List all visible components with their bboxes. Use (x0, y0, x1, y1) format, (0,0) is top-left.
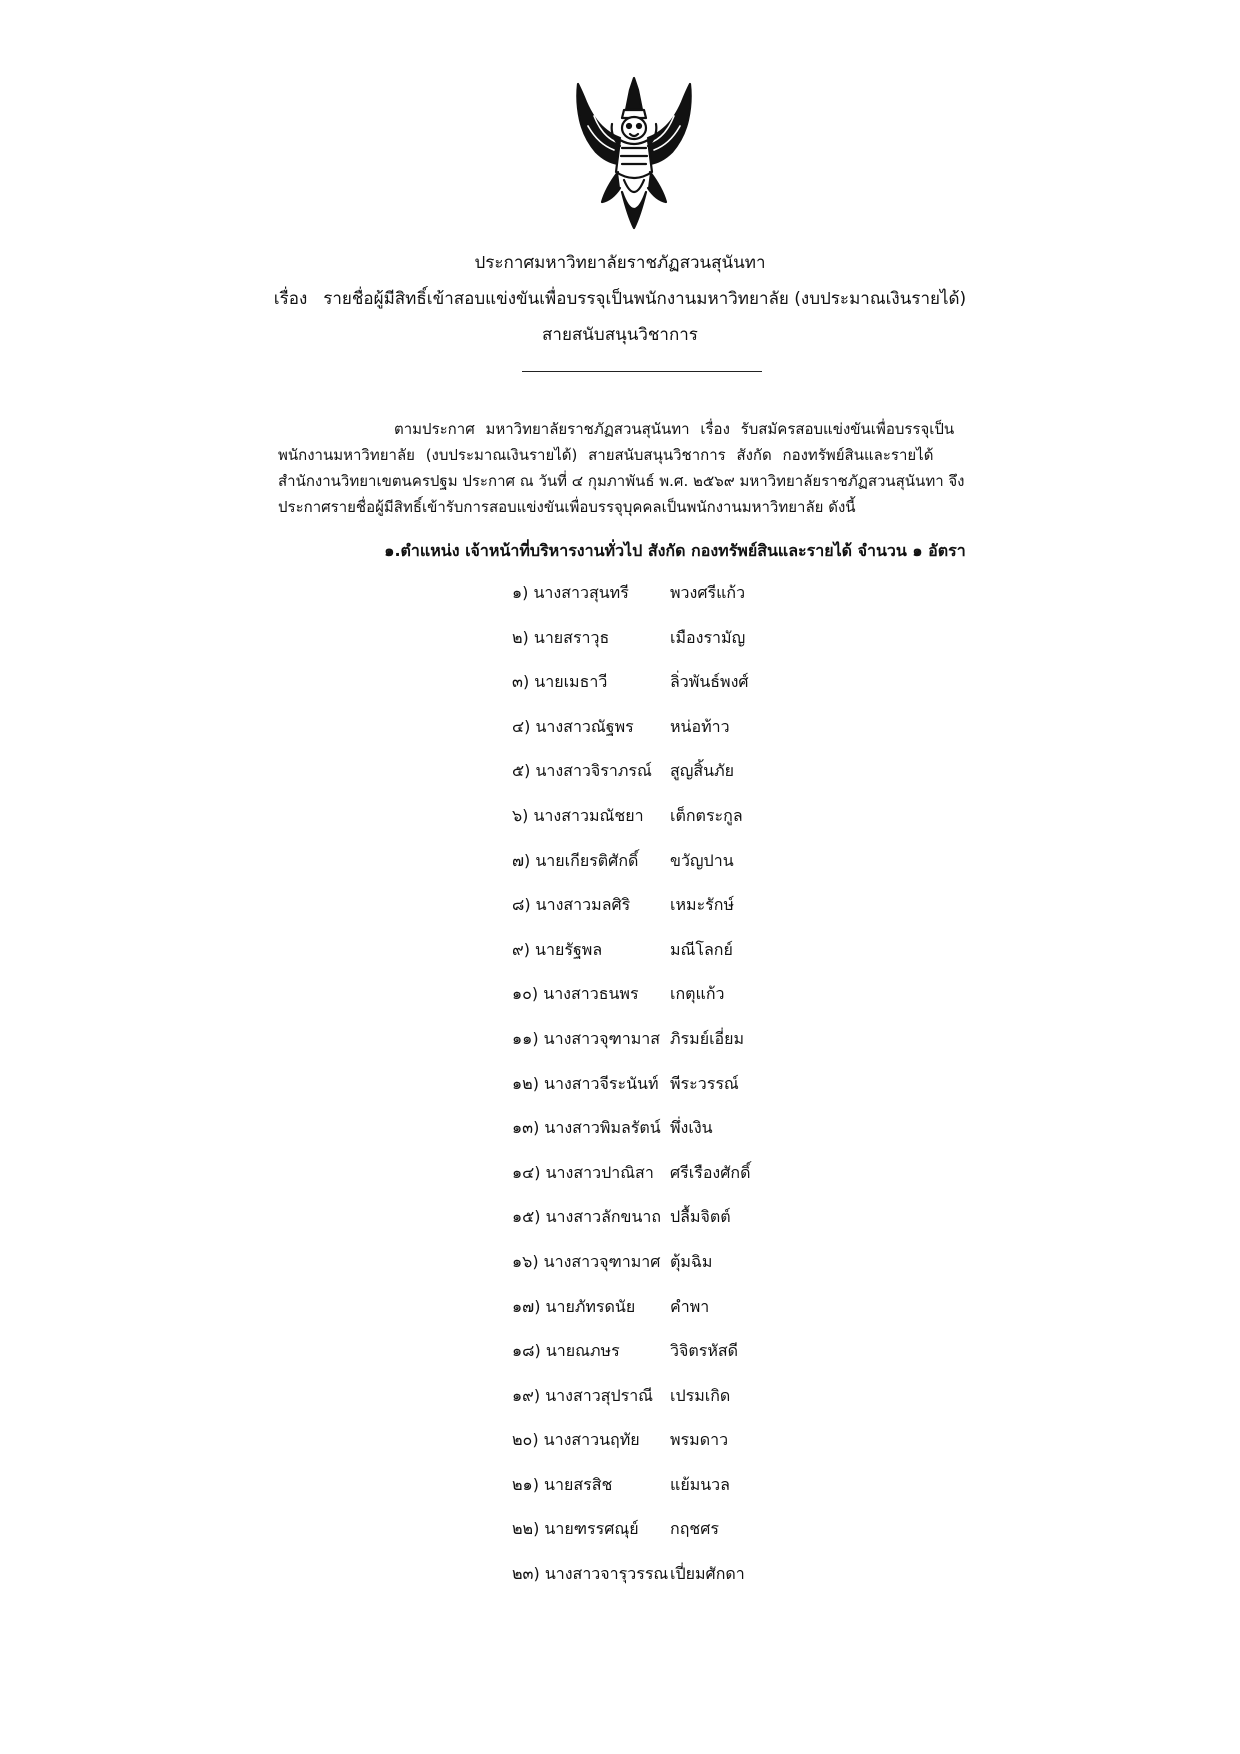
list-item (512, 1028, 872, 1073)
candidate-family-name: พรมดาว (670, 1430, 729, 1450)
list-item (512, 671, 872, 716)
candidate-family-name: มณีโลกย์ (670, 939, 733, 959)
garuda-emblem-icon (572, 76, 696, 232)
header-divider (522, 371, 762, 372)
list-item (512, 1563, 872, 1608)
candidate-given-name: ๕) นางสาวจิราภรณ์ (512, 761, 652, 781)
announcement-subject (0, 288, 1240, 310)
list-item (512, 1251, 872, 1296)
body-paragraph-line: สำนักงานวิทยาเขตนครปฐม ประกาศ ณ วันที่ ๔ กุมภาพันธ์ พ.ศ. ๒๕๖๙ มหาวิทยาลัยราชภัฏสวนสุนันทา จึง (278, 472, 965, 490)
candidate-given-name: ๑) นางสาวสุนทรี (512, 583, 629, 602)
candidate-given-name: ๗) นายเกียรติศักดิ์ (512, 850, 639, 870)
list-item (512, 1340, 872, 1385)
list-item (512, 1296, 872, 1341)
candidate-given-name: ๑๔) นางสาวปาณิสา (512, 1162, 654, 1182)
list-item (512, 850, 872, 895)
candidate-given-name: ๘) นางสาวมลศิริ (512, 895, 631, 915)
candidate-list (512, 582, 872, 1608)
candidate-given-name: ๒) นายสราวุธ (512, 627, 610, 647)
candidate-family-name: เมืองรามัญ (670, 627, 746, 647)
candidate-family-name: เปรมเกิด (670, 1385, 731, 1405)
candidate-given-name: ๑๙) นางสาวสุปราณี (512, 1385, 654, 1405)
list-item (512, 1206, 872, 1251)
candidate-given-name: ๑๒) นางสาวจีระนันท์ (512, 1073, 659, 1093)
candidate-family-name: เต็กตระกูล (670, 805, 743, 825)
list-item (512, 1385, 872, 1430)
candidate-family-name: พึ่งเงิน (670, 1118, 713, 1138)
announcement-line-support: สายสนับสนุนวิชาการ (542, 325, 698, 345)
list-item (512, 716, 872, 761)
candidate-family-name: กฤชศร (670, 1519, 719, 1539)
candidate-given-name: ๑๗) นายภัทรดนัย (512, 1296, 636, 1316)
candidate-given-name: ๒๓) นางสาวจารุวรรณ (512, 1564, 669, 1584)
list-item (512, 1117, 872, 1162)
candidate-given-name: ๑๘) นายณภษร (512, 1341, 620, 1361)
body-paragraph-line: ตามประกาศ มหาวิทยาลัยราชภัฏสวนสุนันทา เรื่อง รับสมัครสอบแข่งขันเพื่อบรรจุเป็น (394, 420, 955, 438)
candidate-family-name: พวงศรีแก้ว (670, 583, 746, 602)
candidate-given-name: ๑๐) นางสาวธนพร (512, 984, 639, 1004)
candidate-given-name: ๑๖) นางสาวจุฑามาศ (512, 1251, 661, 1271)
body-paragraph-line: พนักงานมหาวิทยาลัย (งบประมาณเงินรายได้) สายสนับสนุนวิชาการ สังกัด กองทรัพย์สินและรายได้ (278, 446, 934, 464)
candidate-given-name: ๙) นายรัฐพล (512, 939, 603, 959)
candidate-family-name: ขวัญปาน (670, 850, 734, 870)
candidate-family-name: วิจิตรหัสดี (670, 1341, 739, 1361)
candidate-family-name: ตุ้มฉิม (670, 1251, 713, 1271)
list-item (512, 894, 872, 939)
candidate-family-name: หน่อท้าว (670, 716, 730, 736)
candidate-family-name: เหมะรักษ์ (670, 895, 734, 915)
list-item (512, 582, 872, 627)
candidate-family-name: ปลื้มจิตต์ (670, 1207, 731, 1227)
candidate-family-name: พีระวรรณ์ (670, 1073, 739, 1093)
list-item (512, 1073, 872, 1118)
candidate-given-name: ๑๓) นางสาวพิมลรัตน์ (512, 1118, 661, 1138)
candidate-given-name: ๒๑) นายสรสิช (512, 1474, 613, 1494)
list-item (512, 805, 872, 850)
announcement-title: ประกาศมหาวิทยาลัยราชภัฏสวนสุนันทา (474, 253, 766, 273)
candidate-given-name: ๓) นายเมธาวี (512, 672, 608, 692)
candidate-family-name: แย้มนวล (670, 1474, 730, 1494)
subject-label: เรื่อง (273, 289, 308, 309)
candidate-family-name: สูญสิ้นภัย (670, 761, 735, 781)
candidate-given-name: ๒๐) นางสาวนฤทัย (512, 1430, 640, 1450)
position-heading: ๑.ตำแหน่ง เจ้าหน้าที่บริหารงานทั่วไป สังกัด กองทรัพย์สินและรายได้ จำนวน ๑ อัตรา (384, 541, 966, 560)
candidate-given-name: ๑๑) นางสาวจุฑามาส (512, 1028, 661, 1048)
candidate-family-name: ลิ่วพันธ์พงศ์ (670, 672, 749, 692)
list-item (512, 1162, 872, 1207)
body-paragraph-line: ประกาศรายชื่อผู้มีสิทธิ์เข้ารับการสอบแข่งขันเพื่อบรรจุบุคคลเป็นพนักงานมหาวิทยาลัย ดังนี้ (278, 498, 856, 516)
candidate-given-name: ๔) นางสาวณัฐพร (512, 716, 634, 736)
candidate-family-name: ภิรมย์เอี่ยม (670, 1028, 745, 1048)
candidate-family-name: คำพา (670, 1296, 710, 1316)
list-item (512, 1518, 872, 1563)
list-item (512, 760, 872, 805)
candidate-family-name: เกตุแก้ว (670, 984, 725, 1004)
candidate-family-name: เปี่ยมศักดา (670, 1564, 745, 1584)
candidate-family-name: ศรีเรืองศักดิ์ (670, 1162, 751, 1182)
candidate-given-name: ๑๕) นางสาวลักขนาถ (512, 1207, 662, 1227)
candidate-given-name: ๖) นางสาวมณัชยา (512, 805, 644, 825)
candidate-given-name: ๒๒) นายฑรรศณุย์ (512, 1519, 639, 1539)
list-item (512, 1474, 872, 1519)
list-item (512, 939, 872, 984)
list-item (512, 627, 872, 672)
list-item (512, 983, 872, 1028)
subject-text: รายชื่อผู้มีสิทธิ์เข้าสอบแข่งขันเพื่อบรรจุเป็นพนักงานมหาวิทยาลัย (งบประมาณเงินรายได้) (323, 289, 967, 309)
list-item (512, 1429, 872, 1474)
